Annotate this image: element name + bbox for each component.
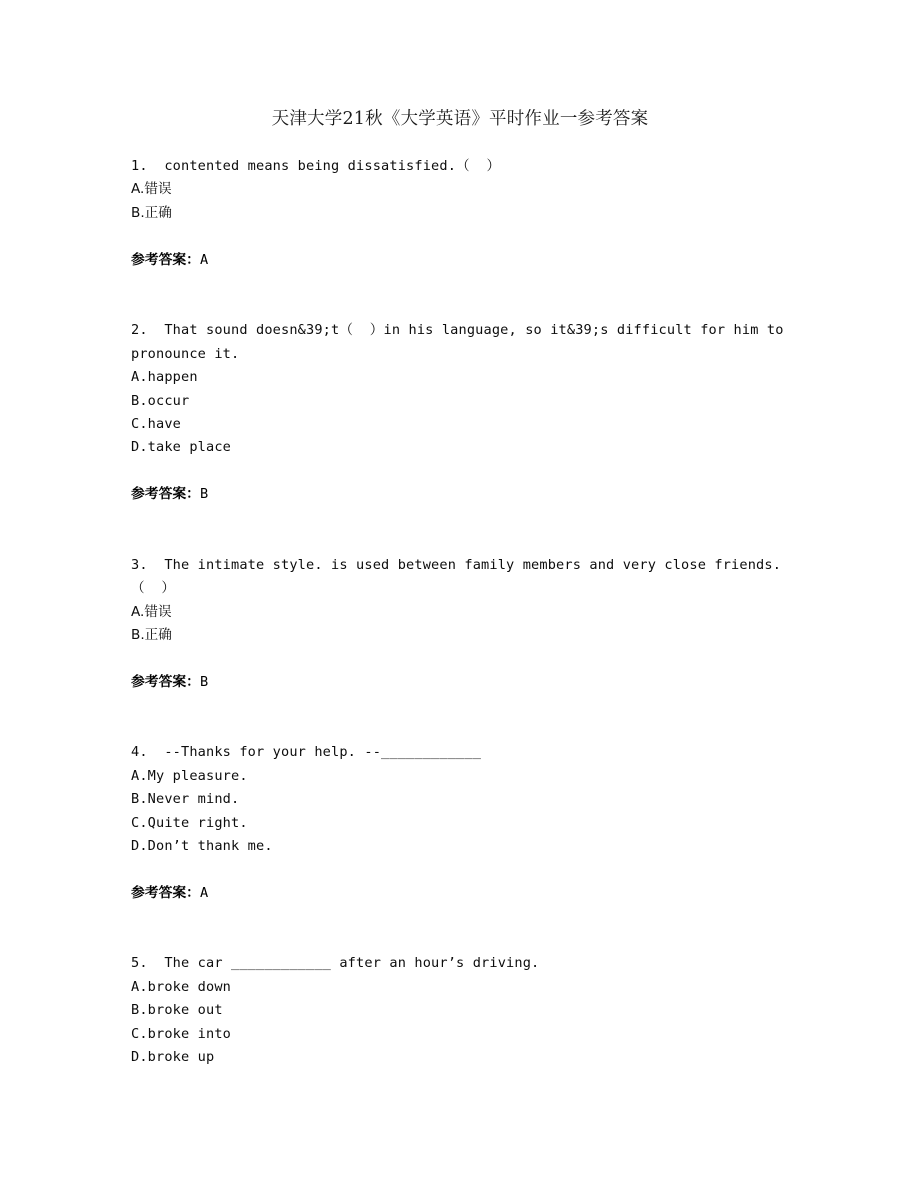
question-option[interactable]: B.正确	[131, 627, 172, 643]
reference-answer	[131, 483, 791, 506]
spacer	[131, 225, 791, 248]
spacer	[131, 507, 791, 554]
question-option[interactable]: C.broke into	[131, 1025, 232, 1042]
spacer	[131, 905, 791, 952]
question-option[interactable]: B.Never mind.	[131, 791, 240, 808]
question-block	[131, 554, 791, 742]
reference-answer-value: B	[199, 486, 209, 503]
reference-answer-label: 参考答案：	[131, 673, 200, 690]
question-option[interactable]: D.Don’t thank me.	[131, 838, 273, 855]
question-option[interactable]: A.My pleasure.	[131, 767, 248, 784]
question-option[interactable]: C.have	[131, 415, 182, 432]
reference-answer-label: 参考答案：	[131, 486, 200, 503]
spacer	[131, 647, 791, 670]
question-option[interactable]: D.take place	[131, 439, 232, 456]
question-stem: 1. contented means being dissatisfied.（ ）	[131, 158, 501, 174]
question-option[interactable]: C.Quite right.	[131, 814, 248, 831]
question-stem: 2. That sound doesn&39;t（ ）in his language, so it&39;s difficult for him to pronounce it.	[131, 322, 792, 362]
question-option[interactable]: A.broke down	[131, 978, 232, 995]
question-stem: 5. The car ____________ after an hour’s driving.	[131, 955, 540, 972]
spacer	[131, 272, 791, 319]
reference-answer-label: 参考答案：	[131, 884, 200, 901]
question-option[interactable]: A.happen	[131, 369, 198, 386]
reference-answer	[131, 671, 791, 694]
question-option[interactable]: B.occur	[131, 392, 190, 409]
reference-answer-value: A	[199, 251, 209, 268]
question-block	[131, 741, 791, 952]
question-block	[131, 319, 791, 554]
spacer	[131, 694, 791, 741]
question-block	[131, 952, 791, 1069]
question-stem: 4. --Thanks for your help. --____________	[131, 744, 482, 761]
question-option[interactable]: A.错误	[131, 181, 172, 198]
spacer	[131, 460, 791, 483]
question-option[interactable]: B.broke out	[131, 1002, 223, 1019]
question-option[interactable]: D.broke up	[131, 1049, 215, 1066]
question-block	[131, 155, 791, 319]
spacer	[131, 859, 791, 882]
reference-answer-value: B	[199, 673, 209, 690]
reference-answer-value: A	[199, 884, 209, 901]
page-title: 天津大学21秋《大学英语》平时作业一参考答案	[271, 109, 649, 129]
reference-answer	[131, 249, 791, 272]
question-option[interactable]: B.正确	[131, 204, 172, 221]
question-option[interactable]: A.错误	[131, 603, 172, 620]
question-list	[131, 155, 791, 1070]
reference-answer-label: 参考答案：	[131, 251, 200, 268]
reference-answer	[131, 882, 791, 905]
question-stem: 3. The intimate style. is used between family members and very close friends.（ ）	[131, 556, 782, 597]
